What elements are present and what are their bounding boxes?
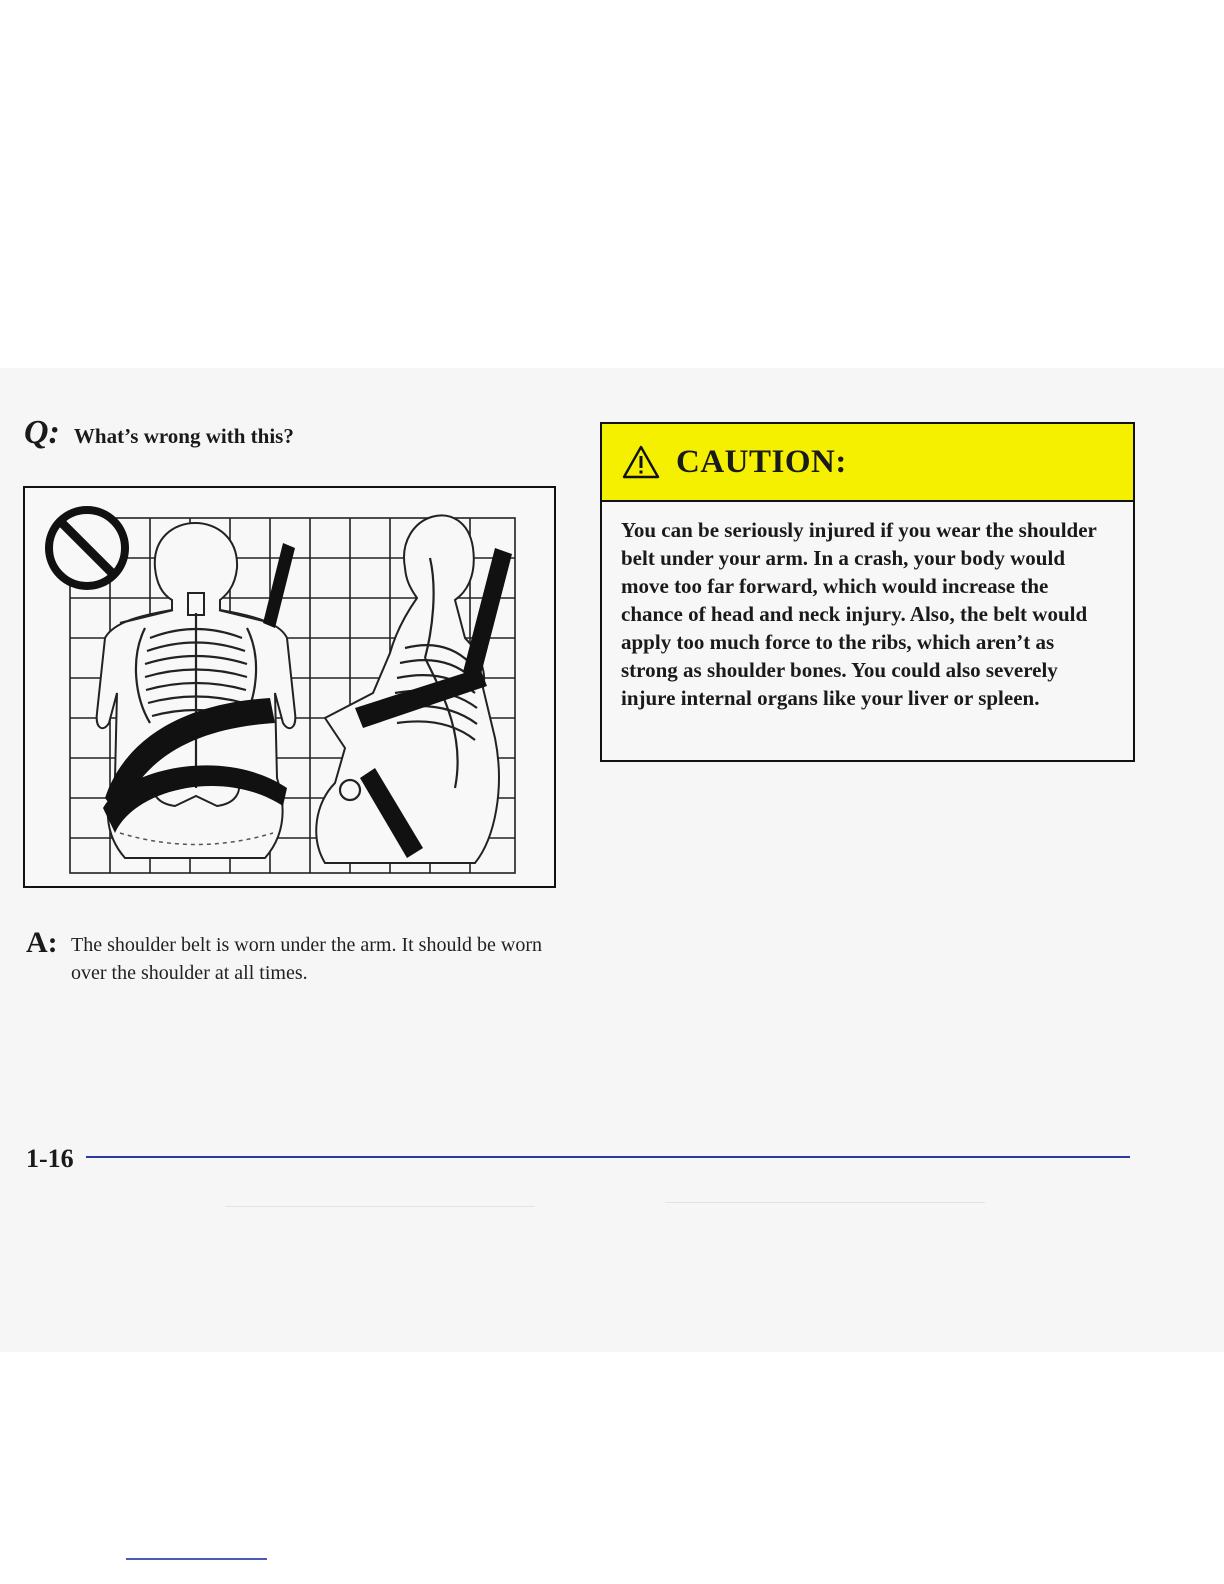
- warning-triangle-icon: [622, 445, 660, 479]
- answer-text: The shoulder belt is worn under the arm. It should be worn over the shoulder at all times.: [71, 934, 543, 984]
- side-body-figure: [316, 515, 512, 863]
- caution-title: CAUTION:: [676, 443, 847, 480]
- caution-header: [602, 424, 1133, 502]
- page-number: 1-16: [26, 1144, 74, 1173]
- scan-artifact-line: [225, 1206, 535, 1207]
- footer-rule: [86, 1156, 1130, 1158]
- illustration-svg: [25, 488, 554, 886]
- scan-artifact-line: [665, 1202, 985, 1203]
- question-text: What’s wrong with this?: [73, 424, 294, 448]
- question: [24, 414, 294, 452]
- page-footer: [26, 1140, 1132, 1176]
- bottom-underline: [126, 1558, 267, 1560]
- seatbelt-illustration: [23, 486, 556, 888]
- caution-body: You can be seriously injured if you wear the shoulder belt under your arm. In a crash, your body would move too far forward, which would increase the chance of head and neck injury. Also, the belt would apply too much force to the ribs, which aren’t as strong as shoulder bones. You could also severely injure internal organs like your liver or spleen.: [621, 518, 1097, 710]
- no-symbol-icon: [49, 510, 125, 586]
- caution-box: [600, 422, 1135, 762]
- answer-marker: A:: [26, 926, 58, 959]
- question-marker: Q:: [24, 414, 60, 451]
- front-body-figure: [97, 523, 296, 858]
